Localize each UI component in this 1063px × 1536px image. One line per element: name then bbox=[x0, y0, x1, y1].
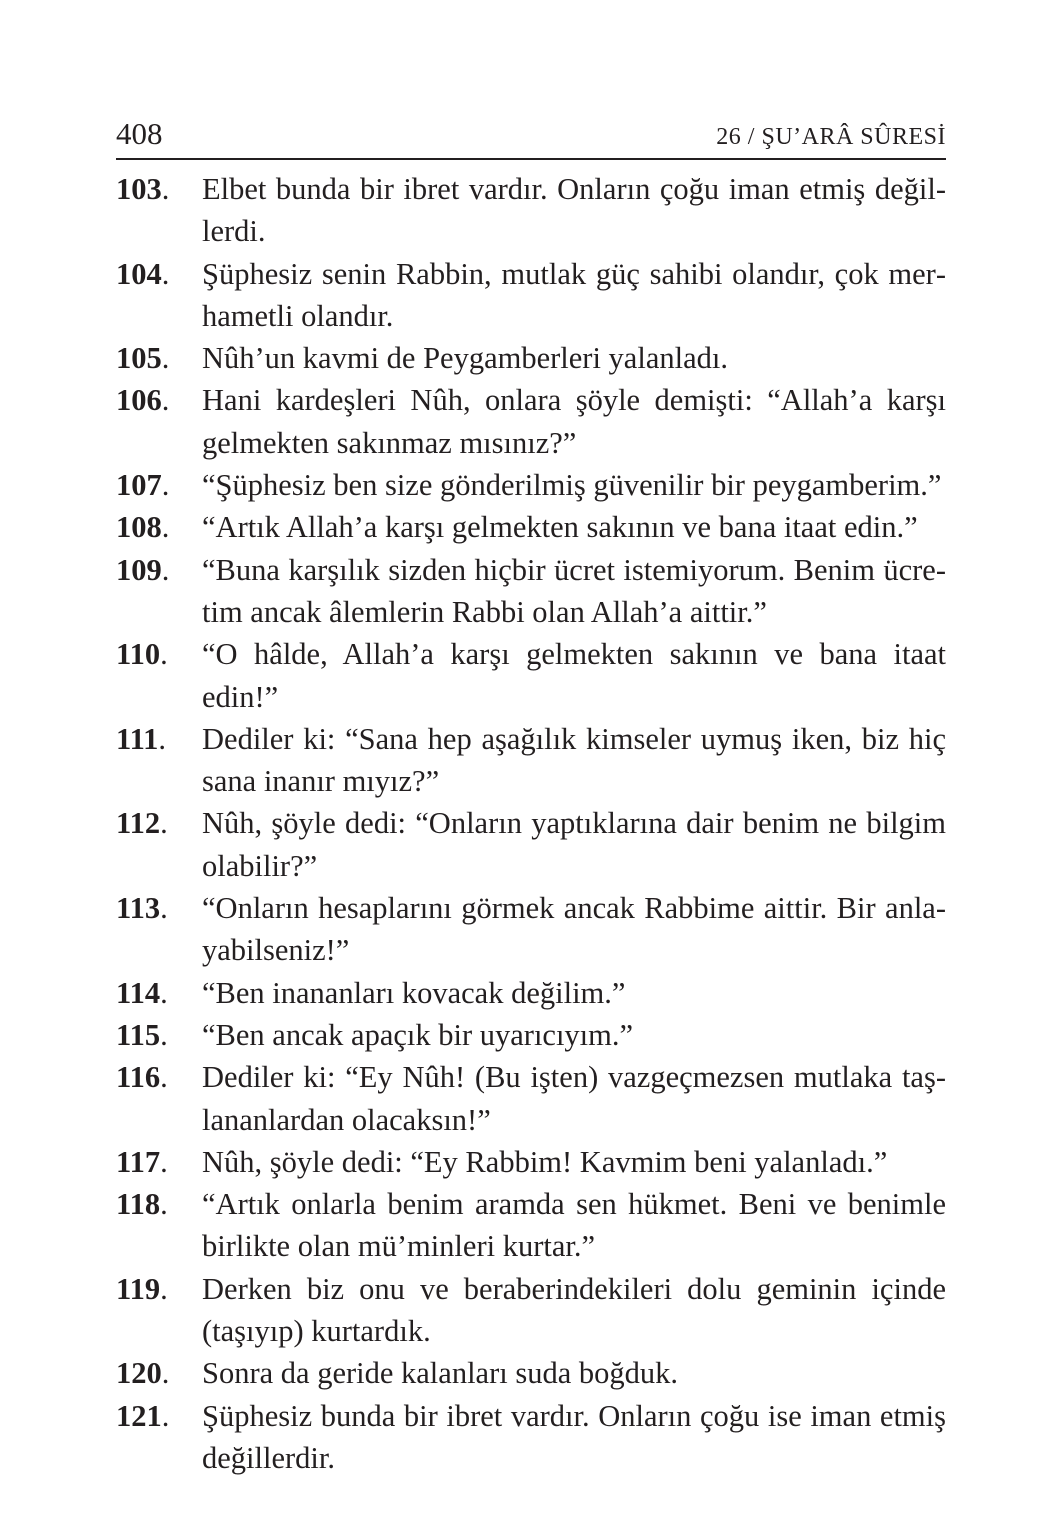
page-header bbox=[116, 112, 946, 160]
verse-text: “O hâlde, Allah’a karşı gelmekten sakının ve bana itaat edin!” bbox=[202, 637, 946, 714]
verse-item bbox=[116, 1056, 946, 1141]
verse-item bbox=[116, 972, 946, 1014]
verse-item bbox=[116, 718, 946, 803]
verse-text: “Onların hesaplarını görmek ancak Rabbime aittir. Bir anlayabilseniz!” bbox=[202, 891, 946, 968]
verse-item bbox=[116, 1014, 946, 1056]
verse-text: Şüphesiz bunda bir ibret vardır. Onların çoğu ise iman etmiş değillerdir. bbox=[202, 1398, 946, 1475]
verse-number: 106. bbox=[116, 383, 170, 418]
verse-number: 110. bbox=[116, 637, 168, 672]
verse-item bbox=[116, 168, 946, 253]
verse-number: 121. bbox=[116, 1398, 170, 1433]
verse-number: 109. bbox=[116, 552, 170, 587]
verse-text: Dediler ki: “Ey Nûh! (Bu işten) vazgeçmezsen mutlaka taşlananlardan olacaksın!” bbox=[202, 1060, 946, 1137]
verse-text: Elbet bunda bir ibret vardır. Onların çoğu iman etmiş değillerdi. bbox=[202, 172, 946, 249]
verse-number: 111. bbox=[116, 721, 167, 756]
verse-item bbox=[116, 549, 946, 634]
book-page bbox=[116, 0, 946, 1536]
verse-list bbox=[116, 168, 946, 1479]
verse-text: “Ben inananları kovacak değilim.” bbox=[202, 975, 626, 1010]
verse-item bbox=[116, 337, 946, 379]
verse-number: 112. bbox=[116, 806, 168, 841]
verse-text: “Artık onlarla benim aramda sen hükmet. Beni ve benimle birlikte olan mü’minleri kurtar.” bbox=[202, 1187, 946, 1264]
verse-number: 107. bbox=[116, 468, 170, 503]
verse-text: “Ben ancak apaçık bir uyarıcıyım.” bbox=[202, 1017, 634, 1052]
verse-item bbox=[116, 1141, 946, 1183]
verse-number: 103. bbox=[116, 172, 170, 206]
verse-item bbox=[116, 253, 946, 338]
verse-number: 117. bbox=[116, 1144, 168, 1179]
verse-text: “Artık Allah’a karşı gelmekten sakının ve bana itaat edin.” bbox=[202, 510, 918, 545]
verse-text: Nûh, şöyle dedi: “Ey Rabbim! Kavmim beni yalanladı.” bbox=[202, 1144, 888, 1179]
verse-item bbox=[116, 633, 946, 718]
verse-text: Nûh, şöyle dedi: “Onların yaptıklarına dair benim ne bilgim olabilir?” bbox=[202, 806, 946, 883]
verse-number: 115. bbox=[116, 1017, 168, 1052]
page-number: 408 bbox=[116, 116, 163, 151]
verse-text: Şüphesiz senin Rabbin, mutlak güç sahibi olandır, çok merhametli olandır. bbox=[202, 256, 946, 333]
verse-item bbox=[116, 802, 946, 887]
verse-item bbox=[116, 1395, 946, 1480]
verse-text: “Buna karşılık sizden hiçbir ücret istemiyorum. Benim ücretim ancak âlemlerin Rabbi olan Allah’a aittir.” bbox=[202, 552, 946, 629]
verse-number: 105. bbox=[116, 341, 170, 376]
verse-text: Dediler ki: “Sana hep aşağılık kimseler uymuş iken, biz hiç sana inanır mıyız?” bbox=[202, 721, 946, 799]
verse-text: “Şüphesiz ben size gönderilmiş güvenilir bir peygamberim.” bbox=[202, 468, 942, 503]
verse-number: 108. bbox=[116, 510, 170, 545]
verse-item bbox=[116, 1268, 946, 1353]
verse-item bbox=[116, 464, 946, 506]
verse-number: 120. bbox=[116, 1356, 170, 1391]
verse-number: 116. bbox=[116, 1060, 168, 1095]
running-title: 26 / ŞU’ARÂ SÛRESİ bbox=[716, 124, 946, 150]
verse-item bbox=[116, 379, 946, 464]
verse-number: 114. bbox=[116, 975, 168, 1010]
verse-text: Sonra da geride kalanları suda boğduk. bbox=[202, 1356, 678, 1391]
verse-text: Hani kardeşleri Nûh, onlara şöyle demişti: “Allah’a karşı gelmekten sakınmaz mısınız?” bbox=[202, 383, 946, 460]
verse-number: 119. bbox=[116, 1271, 168, 1306]
verse-item bbox=[116, 506, 946, 548]
verse-number: 104. bbox=[116, 256, 170, 291]
verse-item bbox=[116, 1352, 946, 1394]
verse-number: 113. bbox=[116, 891, 168, 926]
verse-text: Derken biz onu ve beraberindekileri dolu geminin içinde (taşıyıp) kurtardık. bbox=[202, 1271, 946, 1349]
verse-text: Nûh’un kavmi de Peygamberleri yalanladı. bbox=[202, 341, 728, 376]
verse-number: 118. bbox=[116, 1187, 168, 1222]
verse-item bbox=[116, 1183, 946, 1268]
verse-item bbox=[116, 887, 946, 972]
